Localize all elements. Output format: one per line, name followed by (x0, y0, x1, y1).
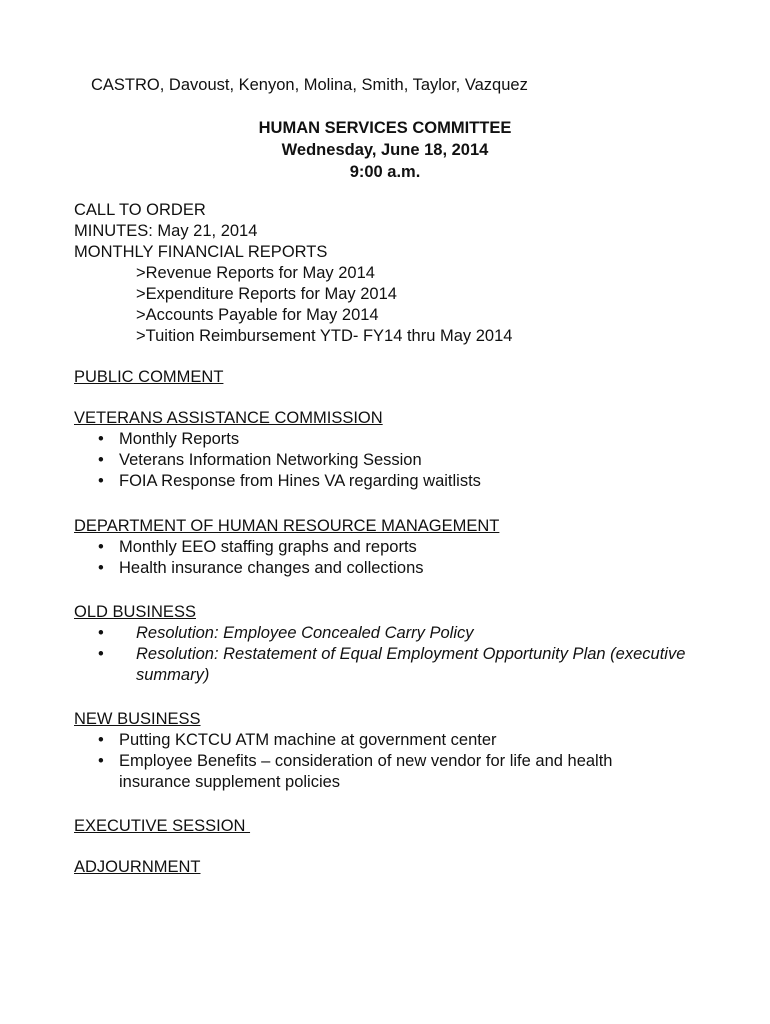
new-business-list (74, 730, 654, 793)
public-comment-section (74, 367, 754, 388)
list-item: • Monthly EEO staffing graphs and reports (98, 538, 417, 556)
veterans-heading: VETERANS ASSISTANCE COMMISSION (74, 409, 383, 427)
bullet-icon: • (98, 430, 104, 448)
report-item: >Accounts Payable for May 2014 (136, 306, 379, 324)
bullet-icon: • (98, 731, 104, 749)
hr-list (74, 537, 754, 579)
bullet-icon: • (98, 451, 104, 469)
list-item: • Employee Benefits – consideration of new vendor for life and health insurance supplement policies (98, 752, 613, 791)
report-item: >Revenue Reports for May 2014 (136, 264, 375, 282)
executive-session-heading: EXECUTIVE SESSION (74, 817, 251, 835)
committee-members: CASTRO, Davoust, Kenyon, Molina, Smith, Taylor, Vazquez (91, 76, 528, 94)
list-item: • Resolution: Employee Concealed Carry Policy (98, 624, 474, 642)
meeting-time: 9:00 a.m. (349, 163, 421, 181)
minutes-line: MINUTES: May 21, 2014 (74, 222, 258, 240)
financial-reports-heading: MONTHLY FINANCIAL REPORTS (74, 243, 328, 261)
list-item: • FOIA Response from Hines VA regarding waitlists (98, 472, 481, 490)
old-business-list (74, 623, 754, 686)
list-item: • Monthly Reports (98, 430, 240, 448)
list-item: • Health insurance changes and collections (98, 559, 424, 577)
list-item: • Resolution: Restatement of Equal Employment Opportunity Plan (executive summary) (98, 645, 686, 684)
old-business-heading: OLD BUSINESS (74, 603, 196, 621)
new-business-heading: NEW BUSINESS (74, 710, 201, 728)
bullet-icon: • (98, 559, 104, 577)
list-item: • Putting KCTCU ATM machine at government center (98, 731, 497, 749)
hr-section (74, 516, 754, 579)
adjournment-heading: ADJOURNMENT (74, 858, 201, 876)
bullet-icon: • (98, 752, 104, 770)
hr-heading: DEPARTMENT OF HUMAN RESOURCE MANAGEMENT (74, 517, 500, 535)
list-item: • Veterans Information Networking Session (98, 451, 422, 469)
bullet-icon: • (98, 624, 104, 642)
bullet-icon: • (98, 645, 104, 663)
report-item: >Tuition Reimbursement YTD- FY14 thru May 2014 (136, 327, 513, 345)
agenda-title-block (0, 117, 770, 183)
veterans-list (74, 429, 754, 492)
bullet-icon: • (98, 538, 104, 556)
bullet-icon: • (98, 472, 104, 490)
public-comment-heading: PUBLIC COMMENT (74, 368, 224, 386)
meeting-date: Wednesday, June 18, 2014 (281, 141, 489, 159)
adjournment-section (74, 857, 754, 878)
executive-session-section (74, 816, 754, 837)
old-business-section (74, 602, 754, 686)
opening-section (74, 200, 754, 347)
new-business-section (74, 709, 754, 793)
report-item: >Expenditure Reports for May 2014 (136, 285, 397, 303)
call-to-order: CALL TO ORDER (74, 201, 206, 219)
committee-name: HUMAN SERVICES COMMITTEE (258, 119, 512, 137)
veterans-section (74, 408, 754, 492)
